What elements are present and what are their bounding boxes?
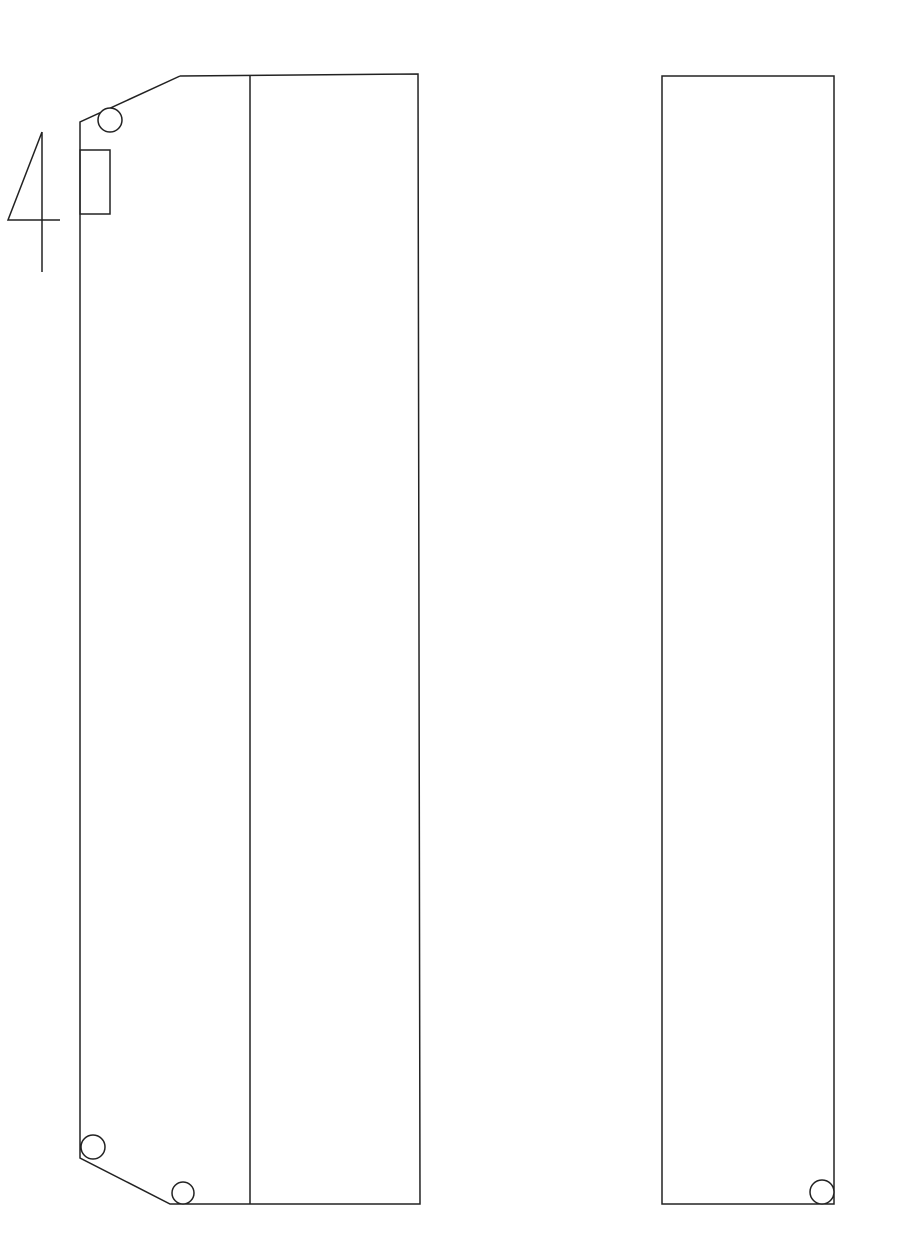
utility-pole-bottom-left (81, 1135, 105, 1159)
traffic-sign (172, 1182, 194, 1204)
sign-board (80, 150, 110, 214)
utility-pole-bottom-right (810, 1180, 834, 1204)
utility-pole-top-left (98, 108, 122, 132)
right-parking-block (662, 76, 834, 1204)
north-arrow-icon (8, 132, 60, 272)
left-parking-block (80, 74, 420, 1204)
